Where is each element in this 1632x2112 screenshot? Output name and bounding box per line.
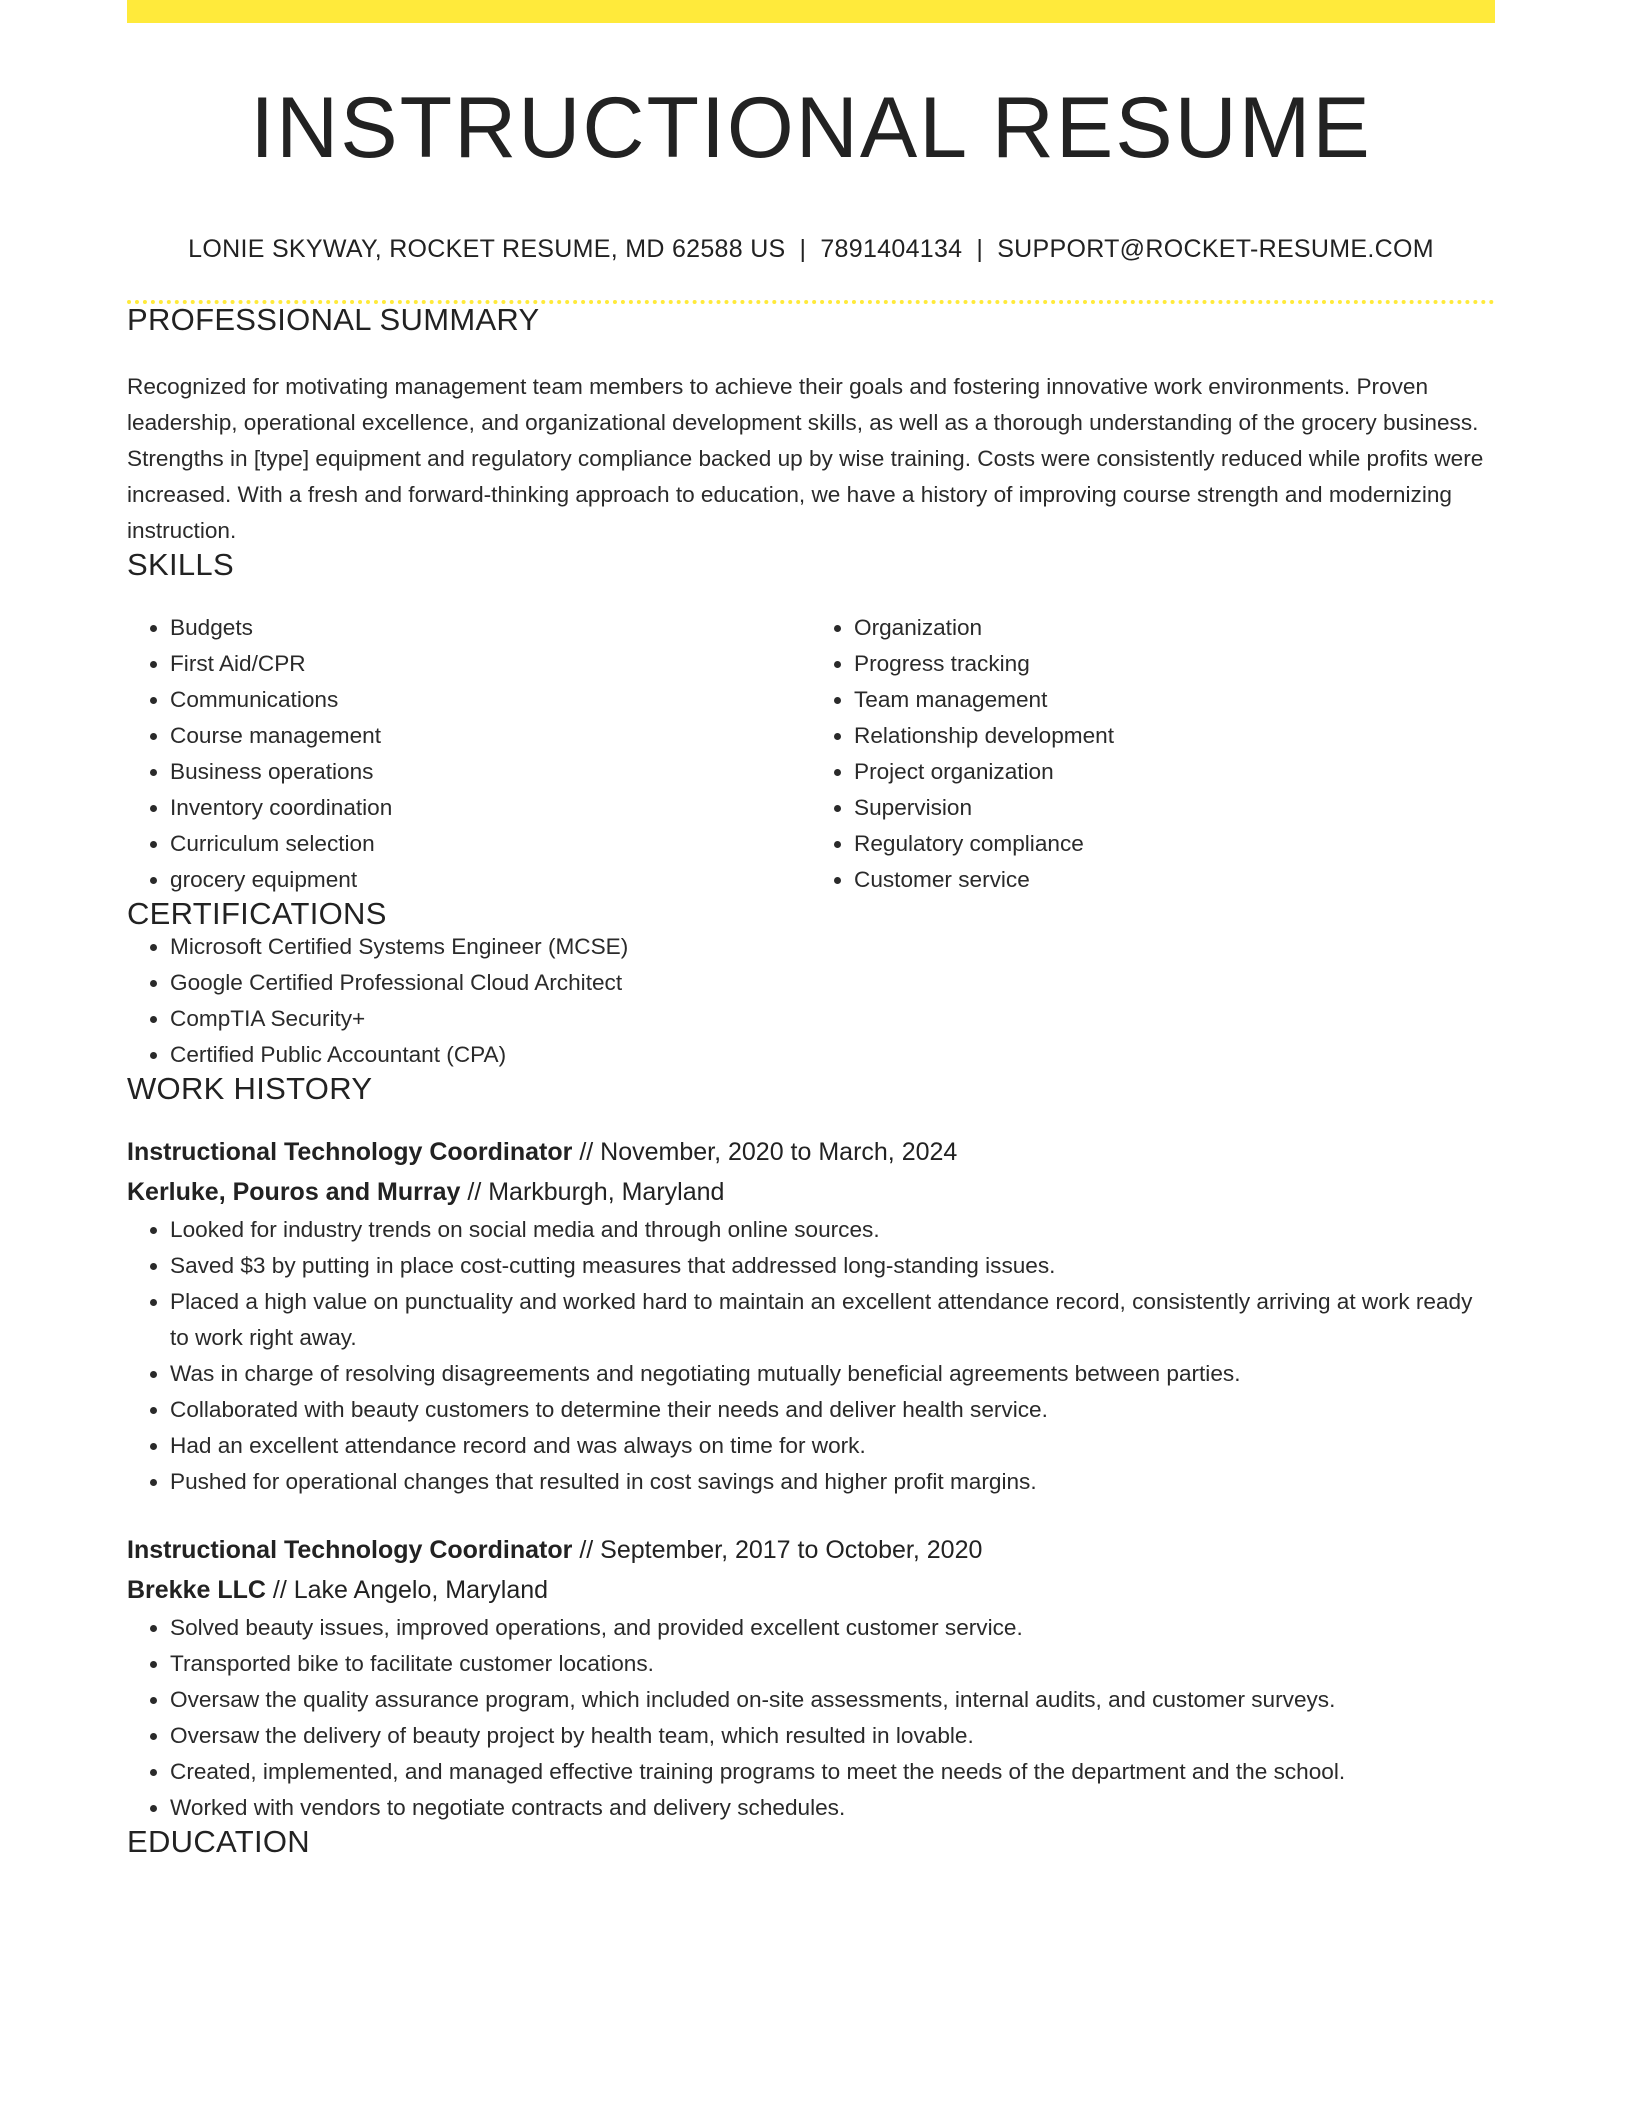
job-title: Instructional Technology Coordinator xyxy=(127,1138,573,1166)
job-company: Kerluke, Pouros and Murray xyxy=(127,1178,461,1206)
address: LONIE SKYWAY, ROCKET RESUME, MD 62588 US xyxy=(188,235,786,263)
job-company: Brekke LLC xyxy=(127,1576,266,1604)
job-entry xyxy=(127,1530,1495,1826)
work-history-heading: WORK HISTORY xyxy=(127,1071,373,1106)
job-duty: • Collaborated with beauty customers to determine their needs and deliver health service. xyxy=(170,1392,1495,1428)
job-title-line xyxy=(127,1132,1495,1172)
contact-line xyxy=(127,235,1495,264)
skill-item: • Curriculum selection xyxy=(170,826,811,862)
job-duty: • Saved $3 by putting in place cost-cutting measures that addressed long-standing issues. xyxy=(170,1248,1495,1284)
skill-item: • Communications xyxy=(170,682,811,718)
skills-list-left xyxy=(127,610,811,898)
job-duty: • Oversaw the delivery of beauty project by health team, which resulted in lovable. xyxy=(170,1718,1495,1754)
separator: | xyxy=(976,235,984,263)
certification-item: • Certified Public Accountant (CPA) xyxy=(170,1037,1495,1073)
job-duty: • Oversaw the quality assurance program, which included on-site assessments, internal audits, and customer surveys. xyxy=(170,1682,1495,1718)
job-duties-list xyxy=(127,1610,1495,1826)
resume-title: INSTRUCTIONAL RESUME xyxy=(250,80,1372,176)
skill-item: • Budgets xyxy=(170,610,811,646)
job-title-line xyxy=(127,1530,1495,1570)
job-duty: • Had an excellent attendance record and was always on time for work. xyxy=(170,1428,1495,1464)
skill-item: • Regulatory compliance xyxy=(854,826,1495,862)
certifications-heading: CERTIFICATIONS xyxy=(127,896,387,931)
certification-item: • CompTIA Security+ xyxy=(170,1001,1495,1037)
skill-item: • Customer service xyxy=(854,862,1495,898)
job-duties-list xyxy=(127,1212,1495,1500)
job-duty: • Worked with vendors to negotiate contracts and delivery schedules. xyxy=(170,1790,1495,1826)
skill-item: • Course management xyxy=(170,718,811,754)
certification-item: • Microsoft Certified Systems Engineer (MCSE) xyxy=(170,929,1495,965)
separator: | xyxy=(799,235,807,263)
skills-columns xyxy=(127,610,1495,898)
job-location: // Lake Angelo, Maryland xyxy=(265,1576,549,1604)
job-duty: • Transported bike to facilitate customer locations. xyxy=(170,1646,1495,1682)
resume-page xyxy=(127,0,1495,1857)
skill-item: • Organization xyxy=(854,610,1495,646)
phone: 7891404134 xyxy=(820,235,963,263)
job-duty: • Placed a high value on punctuality and worked hard to maintain an excellent attendance record, consistently arriving at work ready to work right away. xyxy=(170,1284,1495,1356)
job-duty: • Solved beauty issues, improved operations, and provided excellent customer service. xyxy=(170,1610,1495,1646)
skill-item: • Business operations xyxy=(170,754,811,790)
certifications-list xyxy=(127,929,1495,1073)
job-company-line xyxy=(127,1570,1495,1610)
job-title: Instructional Technology Coordinator xyxy=(127,1536,573,1564)
skills-heading: SKILLS xyxy=(127,547,234,582)
skill-item: • Inventory coordination xyxy=(170,790,811,826)
skill-item: • Supervision xyxy=(854,790,1495,826)
job-duty: • Pushed for operational changes that resulted in cost savings and higher profit margins. xyxy=(170,1464,1495,1500)
job-dates: // November, 2020 to March, 2024 xyxy=(572,1138,958,1166)
job-company-line xyxy=(127,1172,1495,1212)
certification-item: • Google Certified Professional Cloud Architect xyxy=(170,965,1495,1001)
job-duty: • Was in charge of resolving disagreements and negotiating mutually beneficial agreements between parties. xyxy=(170,1356,1495,1392)
job-duty: • Created, implemented, and managed effective training programs to meet the needs of the department and the school. xyxy=(170,1754,1495,1790)
skill-item: • First Aid/CPR xyxy=(170,646,811,682)
job-entry xyxy=(127,1132,1495,1500)
job-duty: • Looked for industry trends on social media and through online sources. xyxy=(170,1212,1495,1248)
education-heading: EDUCATION xyxy=(127,1824,310,1859)
skill-item: • grocery equipment xyxy=(170,862,811,898)
job-location: // Markburgh, Maryland xyxy=(460,1178,725,1206)
skills-list-right xyxy=(811,610,1495,898)
job-dates: // September, 2017 to October, 2020 xyxy=(572,1536,983,1564)
summary-text: Recognized for motivating management team members to achieve their goals and fostering innovative work environments. Proven leadership, operational excellence, and organizational development skills, as well as a thorough understanding of the grocery business. Strengths in [type] equipment and regulatory compliance backed up by wise training. Costs were consistently reduced while profits were increased. With a fresh and forward-thinking approach to education, we have a history of improving course strength and modernizing instruction. xyxy=(127,374,1484,543)
skill-item: • Team management xyxy=(854,682,1495,718)
accent-bar xyxy=(127,0,1495,23)
skill-item: • Relationship development xyxy=(854,718,1495,754)
summary-heading: PROFESSIONAL SUMMARY xyxy=(127,302,540,337)
email: SUPPORT@ROCKET-RESUME.COM xyxy=(997,235,1434,263)
skill-item: • Progress tracking xyxy=(854,646,1495,682)
skill-item: • Project organization xyxy=(854,754,1495,790)
